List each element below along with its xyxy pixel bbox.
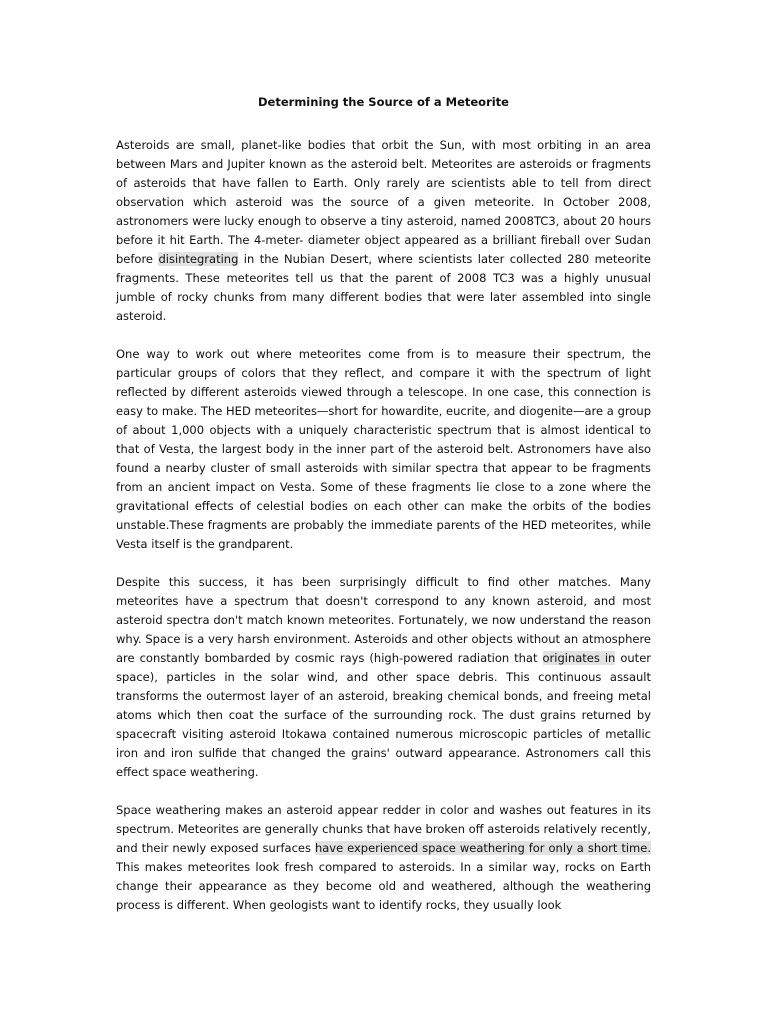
highlighted-text[interactable]: have experienced space weathering for only a short time. xyxy=(314,841,651,855)
paragraph-text: in the Nubian Desert, where scientists later collected 280 meteorite fragments. These meteorites tell us that the parent of 2008 TC3 was a highly unusual jumble of rocky chunks from many different bodies that were later assembled into single asteroid. xyxy=(116,252,651,323)
paragraph-2 xyxy=(116,345,651,554)
paragraph-1 xyxy=(116,136,651,326)
paragraph-3 xyxy=(116,573,651,782)
paragraph-text: Asteroids are small, planet-like bodies that orbit the Sun, with most orbiting in an area between Mars and Jupiter known as the asteroid belt. Meteorites are asteroids or fragments of asteroids that have fallen to Earth. Only rarely are scientists able to tell from direct observation which asteroid was the source of a given meteorite. In October 2008, astronomers were lucky enough to observe a tiny asteroid, named 2008TC3, about 20 hours before it hit Earth. The 4-meter- diameter object appeared as a brilliant fireball over Sudan before xyxy=(116,138,651,266)
highlighted-text[interactable]: originates in xyxy=(542,651,616,665)
paragraph-text: This makes meteorites look fresh compared to asteroids. In a similar way, rocks on Earth change their appearance as they become old and weathered, although the weathering process is different. When geologists want to identify rocks, they usually look xyxy=(116,860,651,912)
paragraph-text: Despite this success, it has been surprisingly difficult to find other matches. Many meteorites have a spectrum that doesn't correspond to any known asteroid, and most asteroid spectra don't match known meteorites. Fortunately, we now understand the reason why. Space is a very harsh environment. Asteroids and other objects without an atmosphere are constantly bombarded by cosmic rays (high-powered radiation that xyxy=(116,575,651,665)
paragraph-text: outer space), particles in the solar wind, and other space debris. This continuous assault transforms the outermost layer of an asteroid, breaking chemical bonds, and freeing metal atoms which then coat the surface of the surrounding rock. The dust grains returned by spacecraft visiting asteroid Itokawa contained numerous microscopic particles of metallic iron and iron sulfide that changed the grains' outward appearance. Astronomers call this effect space weathering. xyxy=(116,651,651,779)
paragraph-4 xyxy=(116,801,651,915)
highlighted-text[interactable]: disintegrating xyxy=(158,252,239,266)
paragraph-text: Space weathering makes an asteroid appear redder in color and washes out features in its spectrum. Meteorites are generally chunks that have broken off asteroids relatively recently, and their newly exposed surfaces xyxy=(116,803,651,855)
document-title: Determining the Source of a Meteorite xyxy=(258,95,509,109)
document-page xyxy=(116,93,651,934)
paragraph-text: One way to work out where meteorites come from is to measure their spectrum, the particular groups of colors that they reflect, and compare it with the spectrum of light reflected by different asteroids viewed through a telescope. In one case, this connection is easy to make. The HED meteorites—short for howardite, eucrite, and diogenite—are a group of about 1,000 objects with a uniquely characteristic spectrum that is almost identical to that of Vesta, the largest body in the inner part of the asteroid belt. Astronomers have also found a nearby cluster of small asteroids with similar spectra that appear to be fragments from an ancient impact on Vesta. Some of these fragments lie close to a zone where the gravitational effects of celestial bodies on each other can make the orbits of the bodies unstable.These fragments are probably the immediate parents of the HED meteorites, while Vesta itself is the grandparent. xyxy=(116,347,651,551)
